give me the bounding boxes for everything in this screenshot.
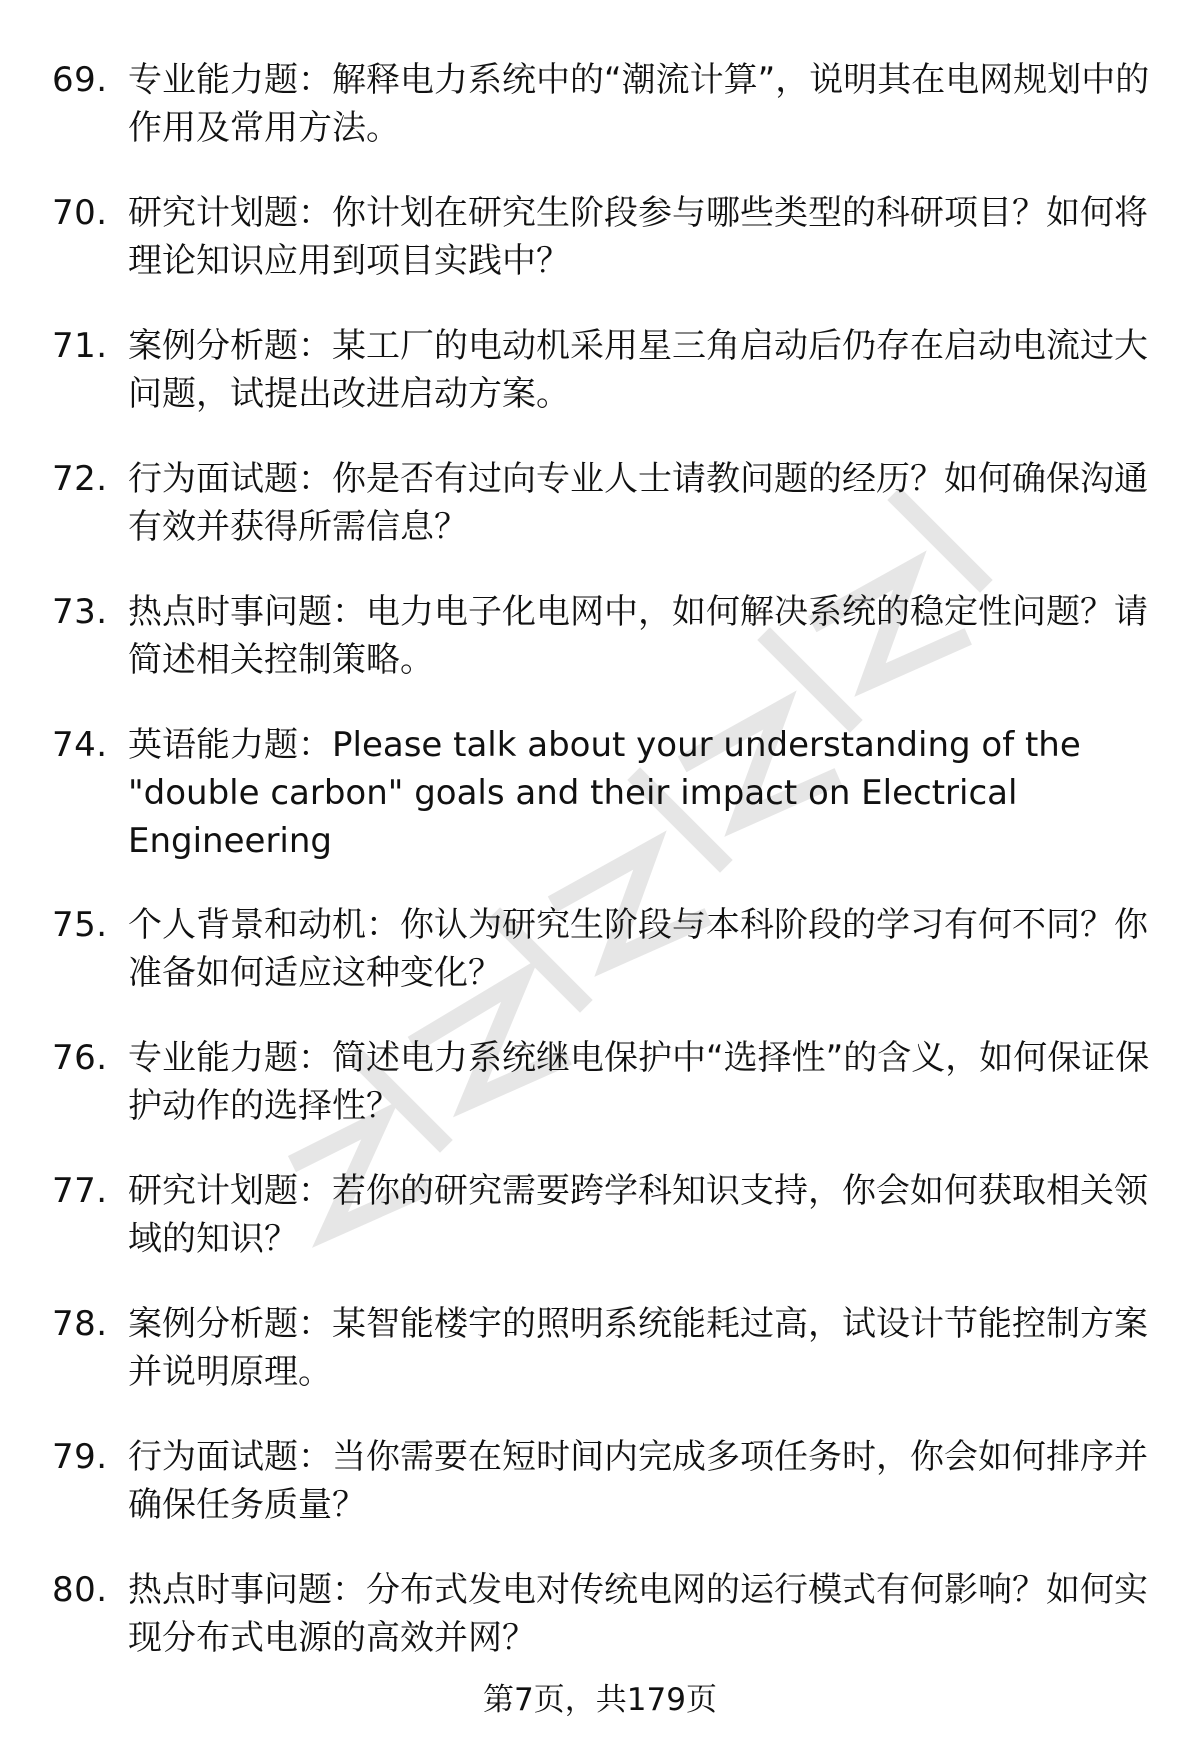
question-text: 英语能力题：Please talk about your understanding of the "double carbon" goals and their impact on Electrical Engineering bbox=[128, 725, 1081, 861]
question-number: 78. bbox=[52, 1304, 108, 1344]
question-text: 热点时事问题：分布式发电对传统电网的运行模式有何影响？如何实现分布式电源的高效并网？ bbox=[128, 1570, 1148, 1658]
question-number: 69. bbox=[52, 60, 108, 100]
question-item bbox=[52, 588, 1152, 684]
question-number: 71. bbox=[52, 326, 108, 366]
question-item bbox=[52, 322, 1152, 418]
question-number: 74. bbox=[52, 725, 108, 765]
question-item bbox=[52, 56, 1152, 152]
question-number: 75. bbox=[52, 905, 108, 945]
question-text: 行为面试题：当你需要在短时间内完成多项任务时，你会如何排序并确保任务质量？ bbox=[128, 1437, 1148, 1525]
question-text: 个人背景和动机：你认为研究生阶段与本科阶段的学习有何不同？你准备如何适应这种变化？ bbox=[128, 905, 1148, 993]
question-number: 76. bbox=[52, 1038, 108, 1078]
question-number: 73. bbox=[52, 592, 108, 632]
question-number: 72. bbox=[52, 459, 108, 499]
question-item bbox=[52, 455, 1152, 551]
question-item bbox=[52, 901, 1152, 997]
question-item bbox=[52, 1034, 1152, 1130]
question-item bbox=[52, 721, 1152, 865]
question-item bbox=[52, 1566, 1152, 1662]
question-item bbox=[52, 189, 1152, 285]
question-text: 热点时事问题：电力电子化电网中，如何解决系统的稳定性问题？请简述相关控制策略。 bbox=[128, 592, 1148, 680]
question-number: 80. bbox=[52, 1570, 108, 1610]
question-text: 案例分析题：某工厂的电动机采用星三角启动后仍存在启动电流过大问题，试提出改进启动方案。 bbox=[128, 326, 1148, 414]
question-item bbox=[52, 1167, 1152, 1263]
question-text: 专业能力题：解释电力系统中的“潮流计算”，说明其在电网规划中的作用及常用方法。 bbox=[128, 60, 1150, 148]
question-number: 79. bbox=[52, 1437, 108, 1477]
page-footer: 第7页，共179页 bbox=[483, 1682, 717, 1718]
question-item bbox=[52, 1433, 1152, 1529]
question-item bbox=[52, 1300, 1152, 1396]
question-text: 专业能力题：简述电力系统继电保护中“选择性”的含义，如何保证保护动作的选择性？ bbox=[128, 1038, 1150, 1126]
question-text: 研究计划题：你计划在研究生阶段参与哪些类型的科研项目？如何将理论知识应用到项目实践中？ bbox=[128, 193, 1148, 281]
question-text: 案例分析题：某智能楼宇的照明系统能耗过高，试设计节能控制方案并说明原理。 bbox=[128, 1304, 1148, 1392]
question-number: 70. bbox=[52, 193, 108, 233]
question-list bbox=[52, 56, 1152, 1699]
question-text: 行为面试题：你是否有过向专业人士请教问题的经历？如何确保沟通有效并获得所需信息？ bbox=[128, 459, 1148, 547]
question-number: 77. bbox=[52, 1171, 108, 1211]
question-text: 研究计划题：若你的研究需要跨学科知识支持，你会如何获取相关领域的知识？ bbox=[128, 1171, 1148, 1259]
